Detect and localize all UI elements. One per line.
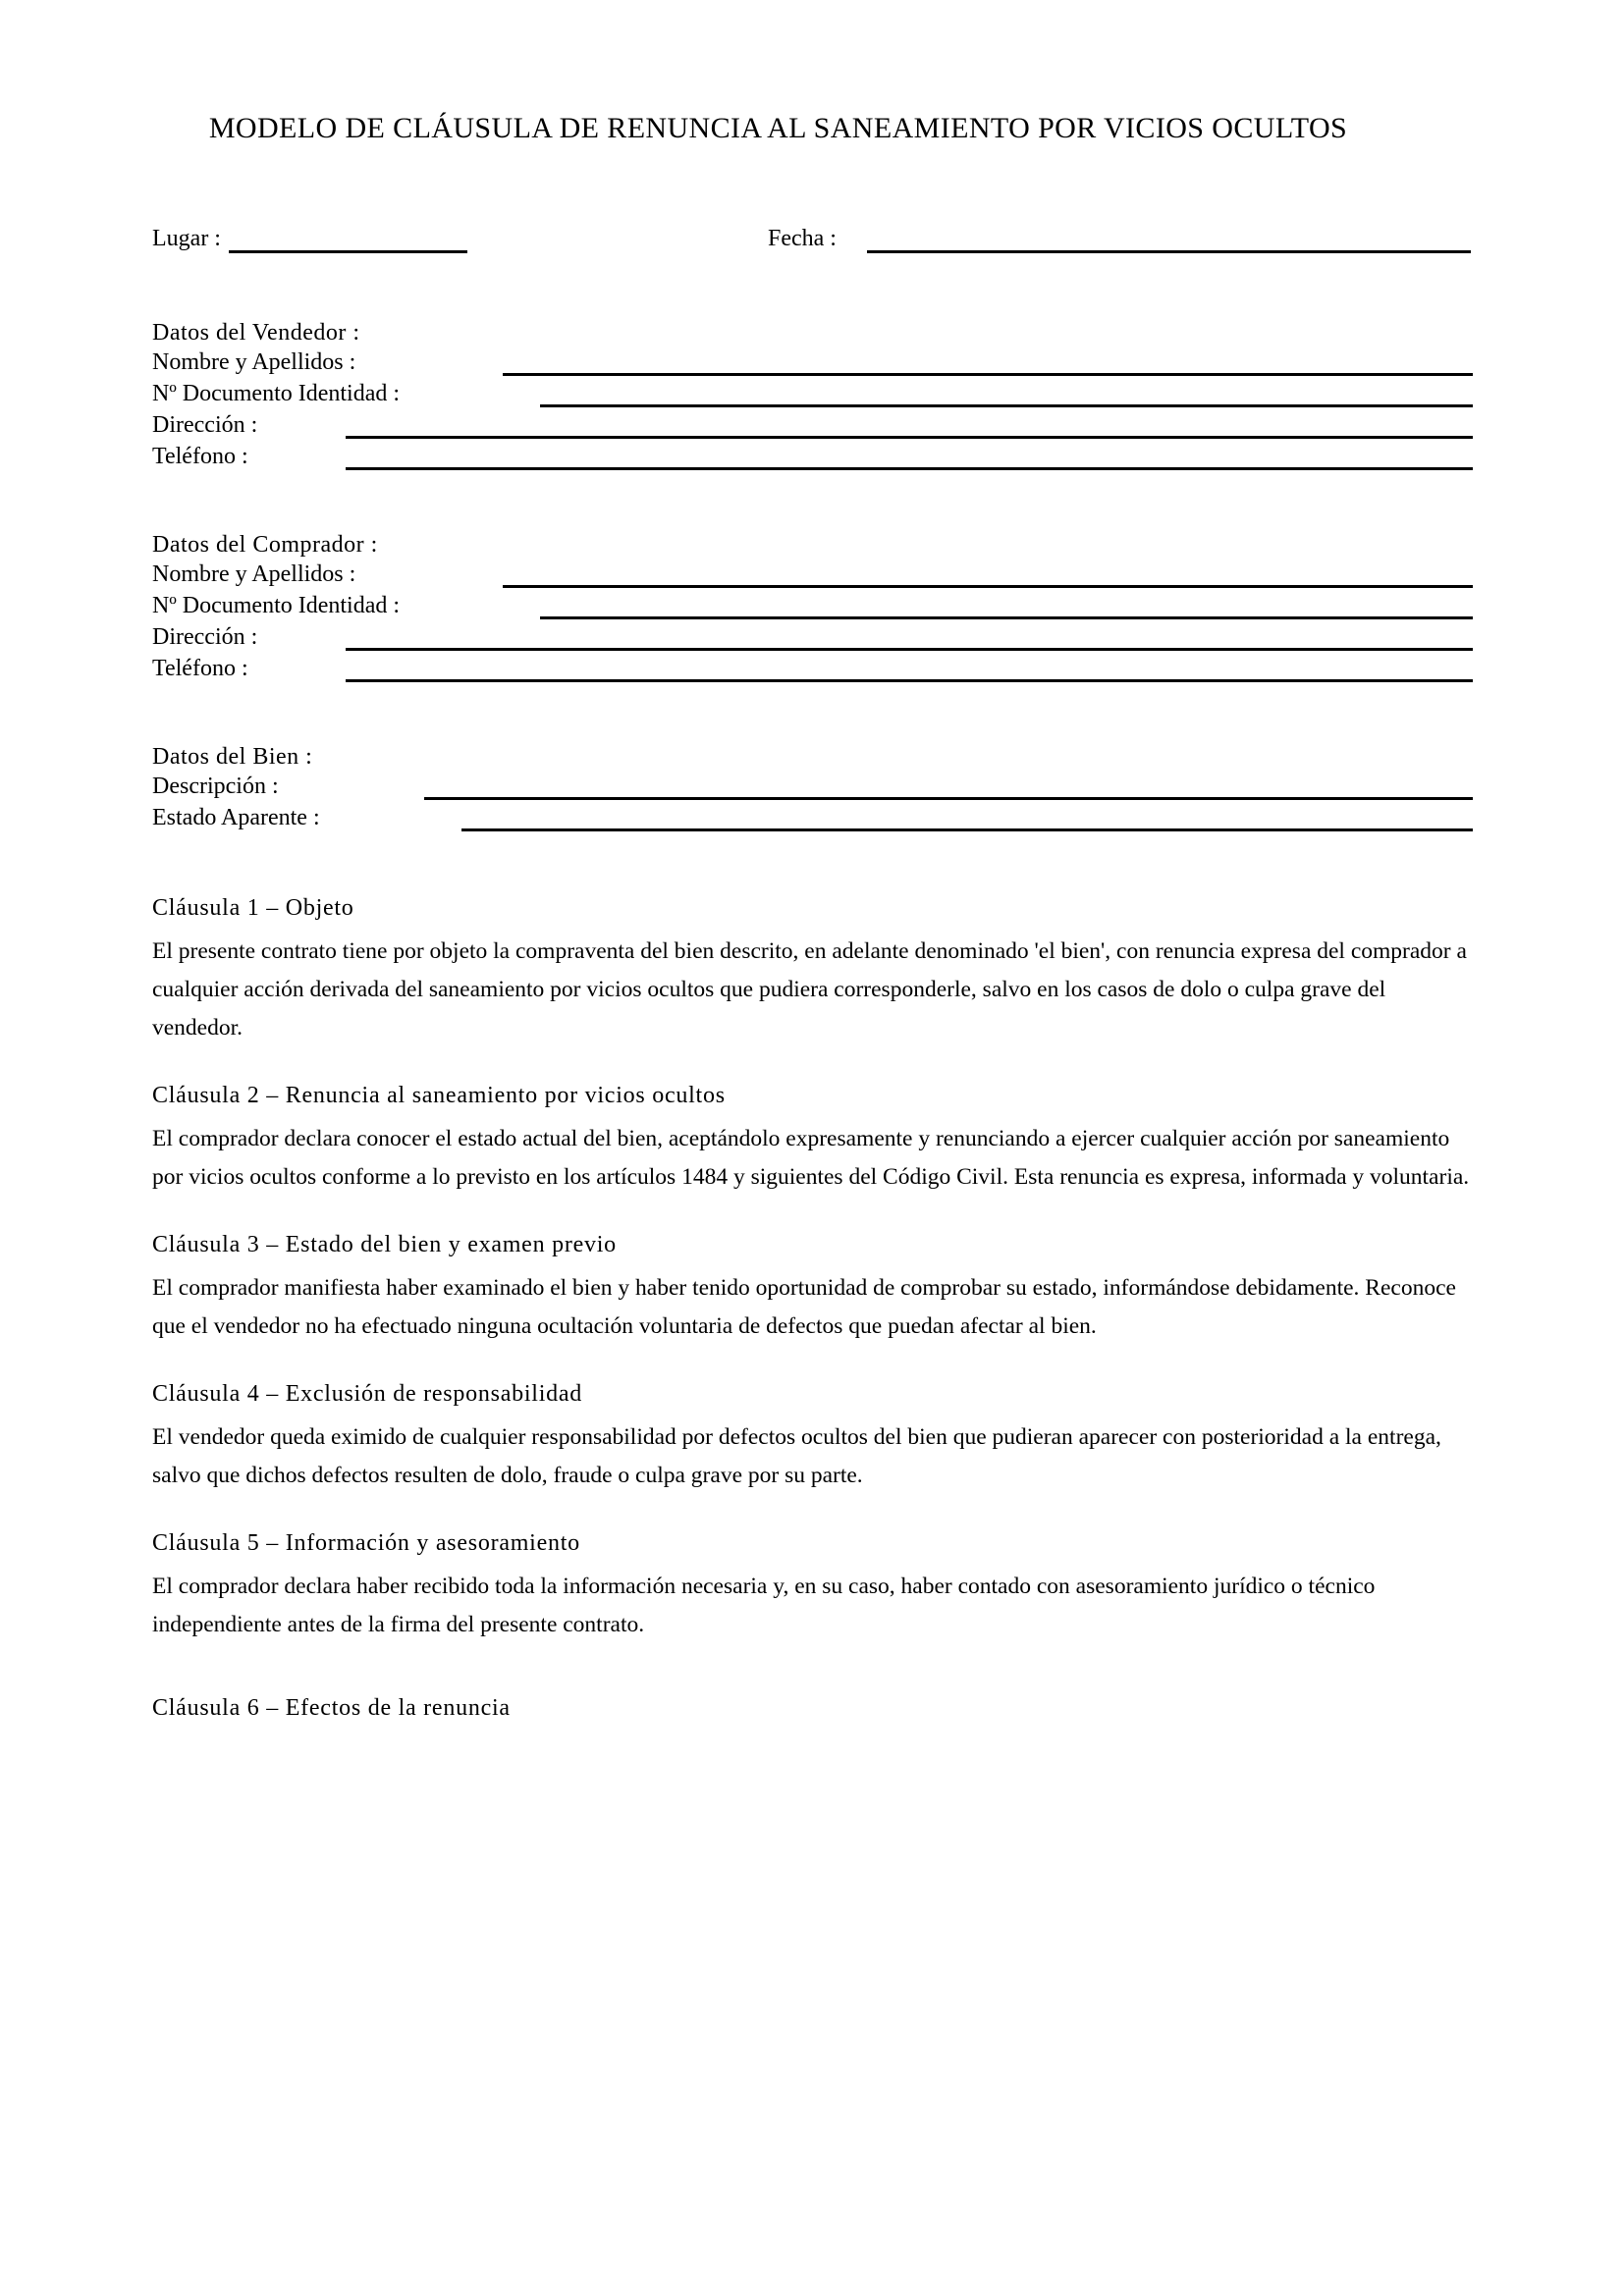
page-title: MODELO DE CLÁUSULA DE RENUNCIA AL SANEAMIENTO POR VICIOS OCULTOS: [208, 112, 1348, 144]
buyer-field-row: [152, 654, 1473, 685]
buyer-phone-input-line[interactable]: [346, 679, 1473, 682]
spacer: [152, 1197, 1473, 1228]
asset-field-row: [152, 803, 1473, 834]
clause-1: [152, 891, 1473, 1047]
buyer-name-input-line[interactable]: [503, 585, 1473, 588]
lugar-label: Lugar :: [152, 226, 221, 251]
asset-block: [152, 742, 1473, 834]
buyer-address-label: Dirección :: [152, 624, 258, 650]
clause-2: [152, 1079, 1473, 1197]
seller-phone-label: Teléfono :: [152, 444, 248, 469]
clause-3-title: Cláusula 3 – Estado del bien y examen previo: [152, 1232, 617, 1257]
seller-address-input-line[interactable]: [346, 436, 1473, 439]
buyer-field-row: [152, 560, 1473, 591]
fecha-input-line[interactable]: [867, 250, 1471, 253]
clause-1-title: Cláusula 1 – Objeto: [152, 895, 354, 921]
seller-field-row: [152, 379, 1473, 410]
clause-5-body: El comprador declara haber recibido toda la información necesaria y, en su caso, haber contado con asesoramiento jurídico o técnico independiente antes de la firma del presente contrato.: [152, 1574, 1376, 1637]
buyer-name-label: Nombre y Apellidos :: [152, 561, 356, 587]
buyer-block-heading: Datos del Comprador :: [152, 532, 378, 558]
asset-description-input-line[interactable]: [424, 797, 1473, 800]
clause-4-title: Cláusula 4 – Exclusión de responsabilidad: [152, 1381, 583, 1407]
buyer-block: [152, 530, 1473, 685]
seller-phone-input-line[interactable]: [346, 467, 1473, 470]
seller-block: [152, 318, 1473, 473]
seller-field-row: [152, 347, 1473, 379]
seller-field-row: [152, 442, 1473, 473]
buyer-id-label: Nº Documento Identidad :: [152, 593, 401, 618]
seller-address-label: Dirección :: [152, 412, 258, 438]
clause-1-body: El presente contrato tiene por objeto la compraventa del bien descrito, en adelante denominado 'el bien', con renuncia expresa del comprador a cualquier acción derivada del saneamiento por vicios ocultos que pudiera corresponderle, salvo en los casos de dolo o culpa grave del vendedor.: [152, 938, 1467, 1041]
buyer-phone-label: Teléfono :: [152, 656, 248, 681]
clause-4-body: El vendedor queda eximido de cualquier responsabilidad por defectos ocultos del bien que pudieran aparecer con posterioridad a la entrega, salvo que dichos defectos resulten de dolo, fraude o culpa grave por su parte.: [152, 1424, 1441, 1488]
lugar-input-line[interactable]: [229, 250, 467, 253]
buyer-field-row: [152, 591, 1473, 622]
spacer: [152, 1644, 1473, 1691]
seller-id-label: Nº Documento Identidad :: [152, 381, 401, 406]
clause-3: [152, 1228, 1473, 1346]
asset-condition-input-line[interactable]: [461, 828, 1473, 831]
spacer: [152, 1047, 1473, 1079]
asset-block-heading: Datos del Bien :: [152, 744, 313, 770]
place-date-row: [152, 224, 1473, 269]
seller-id-input-line[interactable]: [540, 404, 1473, 407]
clause-6-title: Cláusula 6 – Efectos de la renuncia: [152, 1695, 511, 1721]
spacer: [152, 1346, 1473, 1377]
spacer: [152, 685, 1473, 742]
clause-5-title: Cláusula 5 – Información y asesoramiento: [152, 1530, 580, 1556]
clause-6: [152, 1691, 1473, 1725]
spacer: [152, 834, 1473, 891]
seller-field-row: [152, 410, 1473, 442]
document-content: [152, 0, 1473, 1733]
clause-5: [152, 1526, 1473, 1644]
seller-name-input-line[interactable]: [503, 373, 1473, 376]
spacer: [152, 473, 1473, 530]
buyer-address-input-line[interactable]: [346, 648, 1473, 651]
seller-block-heading: Datos del Vendedor :: [152, 320, 360, 346]
spacer: [152, 1495, 1473, 1526]
asset-field-row: [152, 772, 1473, 803]
fecha-label: Fecha :: [768, 226, 837, 251]
clause-4: [152, 1377, 1473, 1495]
clause-2-title: Cláusula 2 – Renuncia al saneamiento por vicios ocultos: [152, 1083, 726, 1108]
clause-2-body: El comprador declara conocer el estado actual del bien, aceptándolo expresamente y renunciando a ejercer cualquier acción por saneamiento por vicios ocultos conforme a lo previsto en los artículos 1484 y siguientes del Código Civil. Esta renuncia es expresa, informada y voluntaria.: [152, 1126, 1470, 1190]
asset-description-label: Descripción :: [152, 774, 279, 799]
spacer: [152, 269, 1473, 318]
buyer-id-input-line[interactable]: [540, 616, 1473, 619]
asset-condition-label: Estado Aparente :: [152, 805, 320, 830]
seller-name-label: Nombre y Apellidos :: [152, 349, 356, 375]
clause-3-body: El comprador manifiesta haber examinado el bien y haber tenido oportunidad de comprobar su estado, informándose debidamente. Reconoce que el vendedor no ha efectuado ninguna ocultación voluntaria de defectos que puedan afectar al bien.: [152, 1275, 1456, 1339]
buyer-field-row: [152, 622, 1473, 654]
